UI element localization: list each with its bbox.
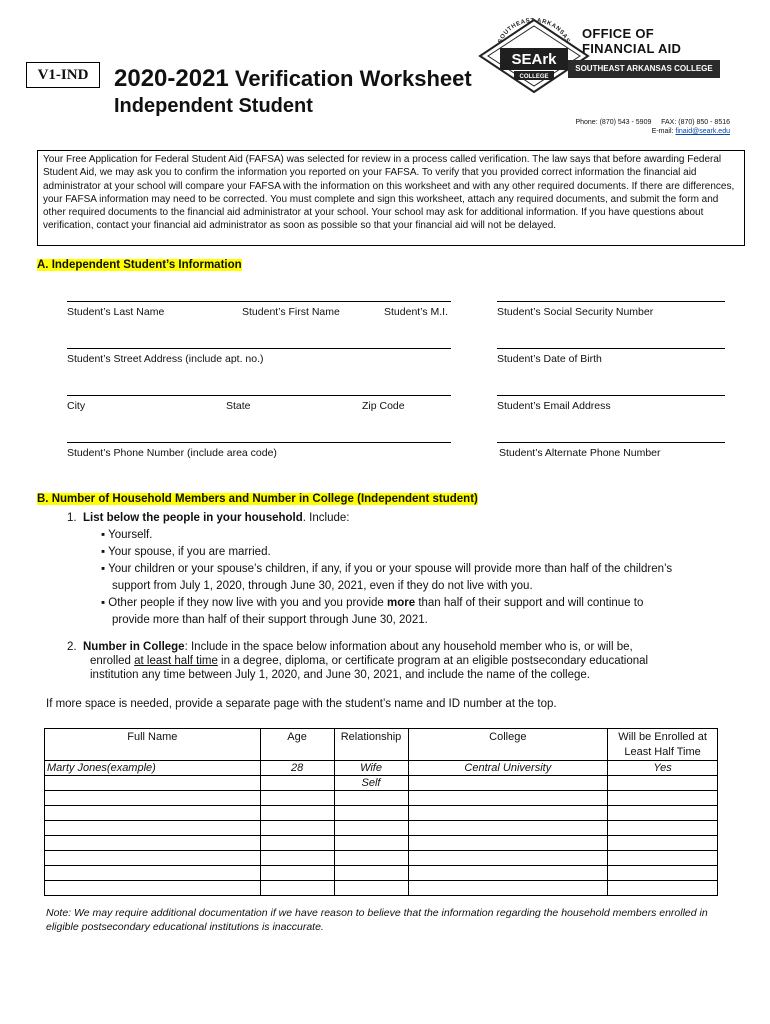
title-text: Verification Worksheet xyxy=(228,66,472,91)
student-email-label: Student’s Email Address xyxy=(497,400,611,412)
section-b-heading-text: B. Number of Household Members and Number in College (Independent student) xyxy=(37,493,478,505)
mi-label: Student’s M.I. xyxy=(384,306,449,318)
phone-number: (870) 543 - 5909 xyxy=(599,119,652,126)
col-relationship: Relationship xyxy=(334,729,408,761)
page-subtitle: Independent Student xyxy=(114,95,313,117)
footer-note: Note: We may require additional documentation if we have reason to believe that the information regarding the household members enrolled in eligible postsecondary educational institutions is inaccurate. xyxy=(46,907,708,933)
table-header-row xyxy=(45,729,718,761)
email-field-line[interactable] xyxy=(497,395,725,396)
col-half-time xyxy=(608,729,718,761)
zip-label: Zip Code xyxy=(362,400,405,412)
table-row[interactable] xyxy=(45,806,718,821)
col-full-name: Full Name xyxy=(45,729,261,761)
item-2-line3: institution any time between July 1, 2020, and June 30, 2021, and include the name of the college. xyxy=(90,669,590,681)
item-1-rest: . Include: xyxy=(302,512,350,524)
item-2-line2-post: in a degree, diploma, or certificate program at an eligible postsecondary educational xyxy=(217,655,649,667)
name-field-line[interactable] xyxy=(67,301,451,302)
household-instructions xyxy=(67,510,747,684)
college-logo xyxy=(478,18,590,94)
dob-label: Student’s Date of Birth xyxy=(497,353,602,365)
ssn-field-line[interactable] xyxy=(497,301,725,302)
address-field-line[interactable] xyxy=(67,348,451,349)
alt-phone-label: Student’s Alternate Phone Number xyxy=(499,447,661,459)
item-2-line2-pre: enrolled xyxy=(90,655,135,667)
table-row[interactable] xyxy=(45,866,718,881)
office-line-2: FINANCIAL AID xyxy=(582,41,682,56)
item-2-line1: : Include in the space below information about any household member who is, or will be, xyxy=(184,641,633,653)
self-name-cell[interactable] xyxy=(45,776,261,791)
col-age: Age xyxy=(260,729,334,761)
address-label: Student’s Street Address (include apt. no.) xyxy=(67,353,264,365)
bullet-other-text-2: than half of their support and will continue to xyxy=(415,597,644,609)
section-a-heading-text: A. Independent Student’s Information xyxy=(37,259,242,271)
last-name-label: Student’s Last Name xyxy=(67,306,165,318)
bullet-children-cont: support from July 1, 2020, through June 30, 2021, even if they do not live with you. xyxy=(112,580,533,592)
logo-text: SEArk xyxy=(511,51,557,68)
phone-label-field: Student’s Phone Number (include area code) xyxy=(67,447,277,459)
self-age-cell[interactable] xyxy=(260,776,334,791)
city-state-zip-field-line[interactable] xyxy=(67,395,451,396)
phone-label: Phone: xyxy=(575,119,598,126)
bullet-spouse: ▪ Your spouse, if you are married. xyxy=(101,546,271,558)
item-1 xyxy=(67,510,747,527)
example-half-time: Yes xyxy=(608,761,718,776)
ssn-label: Student’s Social Security Number xyxy=(497,306,654,318)
item-1-number: 1. xyxy=(67,512,77,524)
alt-phone-field-line[interactable] xyxy=(497,442,725,443)
table-row[interactable] xyxy=(45,791,718,806)
self-college-cell[interactable] xyxy=(408,776,608,791)
bullet-children-text: Your children or your spouse’s children, if any, if you or your spouse will provide more than half of the children’s xyxy=(108,563,673,575)
item-2-bold: Number in College xyxy=(82,641,185,653)
example-name: Marty Jones(example) xyxy=(45,761,261,776)
bullet-children: ▪ Your children or your spouse’s children, if any, if you or your spouse will provide more than half of the children’s xyxy=(101,563,673,575)
bullet-other-text-1: Other people if they now live with you and you provide xyxy=(108,597,387,609)
city-label: City xyxy=(67,400,86,412)
table-row-self xyxy=(45,776,718,791)
col-half-time-line1: Will be Enrolled at xyxy=(618,731,707,743)
self-relationship: Self xyxy=(334,776,408,791)
table-row[interactable] xyxy=(45,851,718,866)
table-row[interactable] xyxy=(45,881,718,896)
household-table xyxy=(44,728,718,896)
table-row[interactable] xyxy=(45,821,718,836)
bullet-other-bold: more xyxy=(387,597,416,609)
item-2-number: 2. xyxy=(67,641,77,653)
intro-paragraph: Your Free Application for Federal Student Aid (FAFSA) was selected for review in a process called verification. The law says that before awarding Federal Student Aid, we may ask you to confirm the information you reported on your FAFSA. To verify that you provided correct information the financial aid administrator at your school will compare your FAFSA with the information on this worksheet and with any other required documents. If there are differences, your FAFSA information may need to be corrected. You must complete and sign this worksheet, attach any required documents, and submit the form and other required documents to the financial aid administrator at your school. Your school may ask for additional information. If you have questions about verification, contact your financial aid administrator as soon as possible so that your financial aid will not be delayed. xyxy=(37,150,745,246)
bullet-other-people: ▪ Other people if they now live with you and you provide more than half of their support and will continue to xyxy=(101,597,644,609)
section-b-heading xyxy=(37,493,478,505)
fax-number: (870) 850 - 8516 xyxy=(678,119,730,126)
item-1-bold: List below the people in your household xyxy=(82,512,303,524)
extra-space-note: If more space is needed, provide a separate page with the student’s name and ID number at the top. xyxy=(46,698,557,710)
email-link[interactable]: finaid@seark.edu xyxy=(675,128,730,135)
bullet-spouse-text: Your spouse, if you are married. xyxy=(108,546,271,558)
fax-label: FAX: xyxy=(661,119,677,126)
logo-arc-text: SOUTHEAST ARKANSAS xyxy=(497,18,571,45)
item-2-half-time: at least half time xyxy=(134,655,218,667)
first-name-label: Student’s First Name xyxy=(242,306,340,318)
email-label: E-mail: xyxy=(651,128,674,135)
col-half-time-line2: Least Half Time xyxy=(624,746,701,758)
table-row-example xyxy=(45,761,718,776)
table-row[interactable] xyxy=(45,836,718,851)
office-line-1: OFFICE OF xyxy=(582,26,655,41)
logo-subtext: COLLEGE xyxy=(519,74,549,80)
state-label: State xyxy=(226,400,251,412)
example-relationship: Wife xyxy=(334,761,408,776)
example-age: 28 xyxy=(260,761,334,776)
version-code: V1-IND xyxy=(26,62,100,88)
section-a-heading xyxy=(37,259,242,271)
col-college: College xyxy=(408,729,608,761)
office-name xyxy=(582,26,681,56)
title-year: 2020-2021 xyxy=(114,65,229,92)
dob-field-line[interactable] xyxy=(497,348,725,349)
college-name-banner: SOUTHEAST ARKANSAS COLLEGE xyxy=(568,60,720,78)
bullet-other-cont: provide more than half of their support through June 30, 2021. xyxy=(112,614,428,626)
page-title xyxy=(114,65,472,93)
example-college: Central University xyxy=(408,761,608,776)
bullet-list xyxy=(67,527,747,629)
bullet-yourself: ▪ Yourself. xyxy=(101,529,153,541)
contact-info xyxy=(520,118,730,136)
phone-field-line[interactable] xyxy=(67,442,451,443)
self-half-time-cell[interactable] xyxy=(608,776,718,791)
bullet-yourself-text: Yourself. xyxy=(108,529,153,541)
